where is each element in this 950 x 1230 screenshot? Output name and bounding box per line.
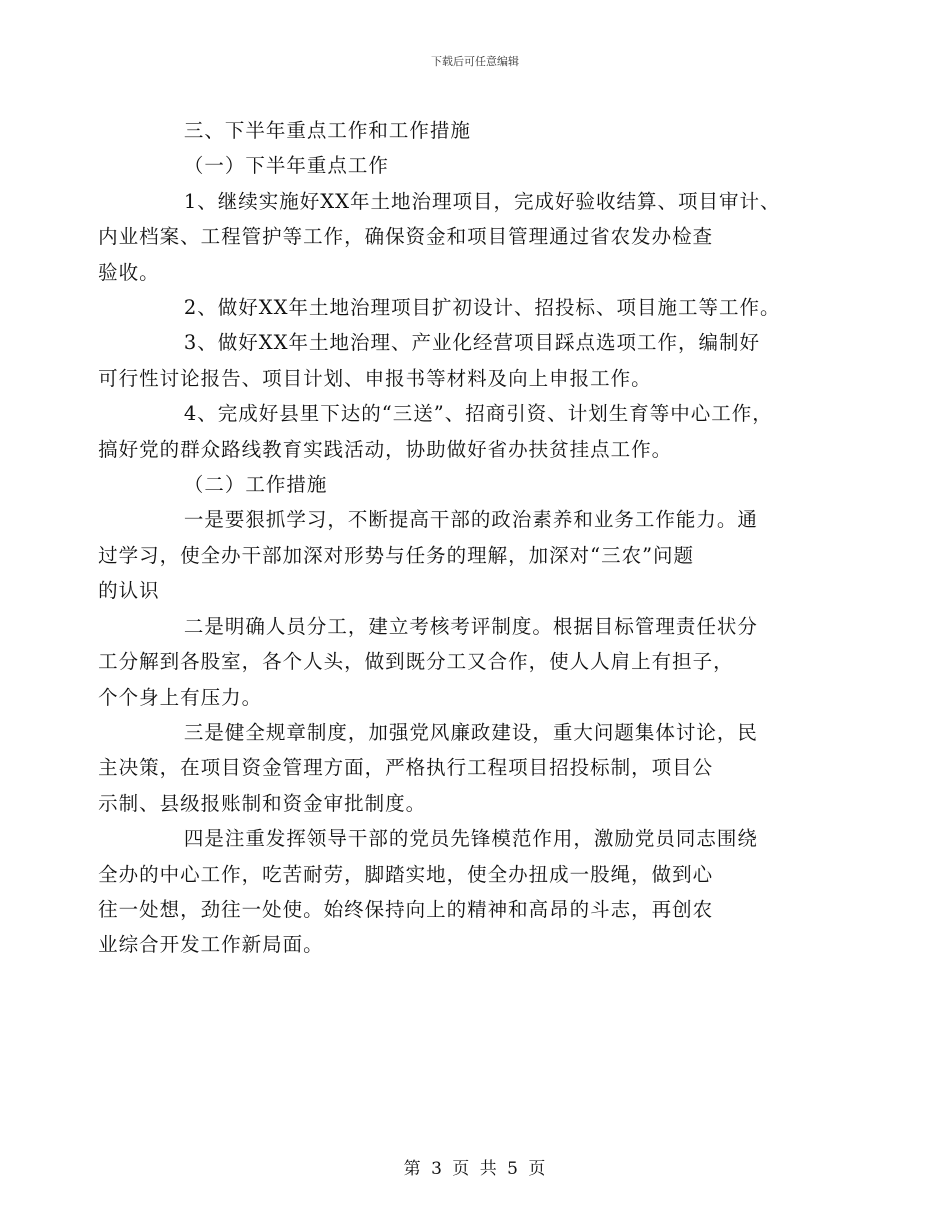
subheading-key-work <box>141 148 821 183</box>
text-line: （一）下半年重点工作 <box>183 154 389 178</box>
paragraph-item-1 <box>98 184 821 290</box>
text-line: 一是要狠抓学习，不断提高干部的政治素养和业务工作能力。通 <box>183 508 758 532</box>
text-line: 的认识 <box>98 579 160 603</box>
text-line: 三、下半年重点工作和工作措施 <box>183 119 471 142</box>
text-line: 四是注重发挥领导干部的党员先锋模范作用，激励党员同志围绕 <box>183 827 758 851</box>
paragraph-item-2 <box>141 290 821 325</box>
text-line: 示制、县级报账制和资金审批制度。 <box>98 791 427 815</box>
text-line: 过学习，使全办干部加深对形势与任务的理解，加深对“三农”问题 <box>98 543 695 567</box>
subheading-measures <box>141 467 821 502</box>
text-line: 搞好党的群众路线教育实践活动，协助做好省办扶贫挂点工作。 <box>98 437 673 461</box>
heading-section-3 <box>141 113 821 148</box>
text-line: 主决策，在项目资金管理方面，严格执行工程项目招投标制，项目公 <box>98 756 714 780</box>
paragraph-measure-3 <box>98 715 821 821</box>
text-line: 3、做好XX年土地治理、产业化经营项目踩点选项工作，编制好 <box>183 331 761 355</box>
page-header: 下载后可任意编辑 <box>431 55 519 68</box>
text-line: 个个身上有压力。 <box>98 685 263 709</box>
text-line: 二是明确人员分工，建立考核考评制度。根据目标管理责任状分 <box>183 614 758 638</box>
paragraph-item-3 <box>98 325 821 396</box>
page-number-footer: 第 3 页 共 5 页 <box>403 1159 547 1179</box>
text-line: 验收。 <box>98 260 160 284</box>
text-line: 2、做好XX年土地治理项目扩初设计、招投标、项目施工等工作。 <box>183 296 781 320</box>
text-line: 全办的中心工作，吃苦耐劳，脚踏实地，使全办扭成一股绳，做到心 <box>98 862 714 886</box>
paragraph-measure-2 <box>98 609 821 715</box>
text-line: 往一处想，劲往一处使。始终保持向上的精神和高昂的斗志，再创农 <box>98 897 714 921</box>
paragraph-measure-1 <box>98 502 821 608</box>
document-body <box>98 113 821 963</box>
text-line: 1、继续实施好XX年土地治理项目，完成好验收结算、项目审计、 <box>183 189 781 213</box>
text-line: 内业档案、工程管护等工作，确保资金和项目管理通过省农发办检查 <box>98 225 714 249</box>
paragraph-item-4 <box>98 396 821 467</box>
text-line: 4、完成好县里下达的“三送”、招商引资、计划生育等中心工作， <box>183 402 773 426</box>
text-line: 可行性讨论报告、项目计划、申报书等材料及向上申报工作。 <box>98 366 652 390</box>
text-line: 三是健全规章制度，加强党风廉政建设，重大问题集体讨论，民 <box>183 720 758 744</box>
text-line: （二）工作措施 <box>183 473 328 497</box>
text-line: 业综合开发工作新局面。 <box>98 933 324 957</box>
paragraph-measure-4 <box>98 821 821 963</box>
text-line: 工分解到各股室，各个人头，做到既分工又合作，使人人肩上有担子， <box>98 650 734 674</box>
